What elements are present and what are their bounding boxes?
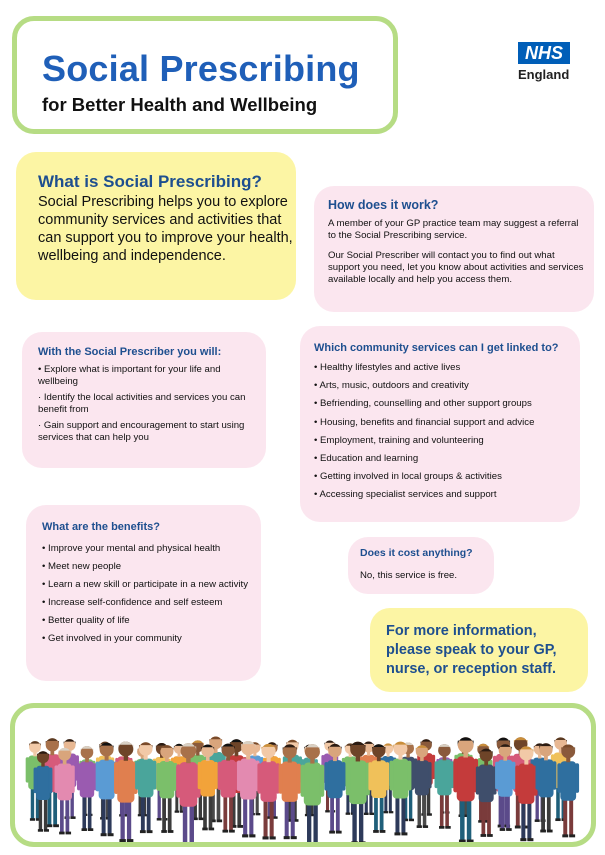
nhs-logo: NHS: [518, 42, 570, 64]
person-figure: [135, 742, 156, 833]
list-item: • Employment, training and volunteering: [314, 434, 484, 446]
list-item: • Learn a new skill or participate in a new activity: [42, 579, 248, 590]
list-item: • Housing, benefits and financial support and advice: [314, 416, 535, 428]
list-item: • Befriending, counselling and other support groups: [314, 398, 532, 410]
page-subtitle: for Better Health and Wellbeing: [42, 94, 318, 115]
person-figure: [435, 744, 455, 829]
what-is-title: What is Social Prescribing?: [38, 172, 262, 191]
how-it-works-title: How does it work?: [328, 198, 439, 212]
list-item: • Get involved in your community: [42, 633, 182, 644]
how-it-works-paragraph: Our Social Prescriber will contact you to find out what support you need, let you know about activities and services available locally and help you access them.: [328, 250, 584, 285]
what-is-body: Social Prescribing helps you to explore community services and activities that can support you to improve your health, wellbeing and independence.: [38, 194, 293, 264]
person-figure: [77, 746, 97, 831]
crowd-illustration: [15, 708, 591, 842]
community-services-title: Which community services can I get linked to?: [314, 342, 559, 354]
footer-illustration-box: [10, 703, 596, 847]
community-services-card: [300, 326, 580, 522]
benefits-title: What are the benefits?: [42, 521, 160, 533]
community-services-list: [314, 362, 576, 508]
more-info-text: For more information, please speak to your GP, nurse, or reception staff.: [386, 623, 557, 677]
list-item: • Education and learning: [314, 452, 419, 464]
benefits-list: [42, 543, 258, 651]
list-item: · Identify the local activities and services you can benefit from: [38, 392, 246, 415]
list-item: • Improve your mental and physical health: [42, 543, 221, 554]
more-info-card: [370, 608, 588, 692]
page-title: Social Prescribing: [42, 48, 360, 89]
nhs-org-name: England: [518, 67, 570, 82]
with-prescriber-list: [38, 364, 262, 448]
benefits-card: [26, 505, 261, 681]
person-figure: [114, 741, 138, 842]
with-prescriber-title: With the Social Prescriber you will:: [38, 346, 222, 358]
list-item: • Better quality of life: [42, 615, 130, 626]
list-item: · Gain support and encouragement to start using services that can help you: [38, 420, 245, 443]
list-item: • Getting involved in local groups & activities: [314, 471, 502, 483]
list-item: • Accessing specialist services and support: [314, 489, 497, 501]
list-item: • Increase self-confidence and self esteem: [42, 597, 223, 608]
list-item: • Healthy lifestyles and active lives: [314, 362, 461, 373]
how-it-works-card: [314, 186, 594, 312]
person-figure: [453, 737, 478, 842]
list-item: • Meet new people: [42, 561, 122, 572]
with-prescriber-card: [22, 332, 266, 468]
what-is-card: [16, 152, 296, 300]
cost-title: Does it cost anything?: [360, 547, 473, 559]
list-item: • Explore what is important for your life and wellbeing: [38, 364, 221, 387]
how-it-works-paragraph: A member of your GP practice team may suggest a referral to the Social Prescribing service.: [328, 218, 579, 241]
cost-body: No, this service is free.: [360, 570, 458, 581]
cost-card: [348, 537, 494, 594]
list-item: • Arts, music, outdoors and creativity: [314, 380, 469, 392]
